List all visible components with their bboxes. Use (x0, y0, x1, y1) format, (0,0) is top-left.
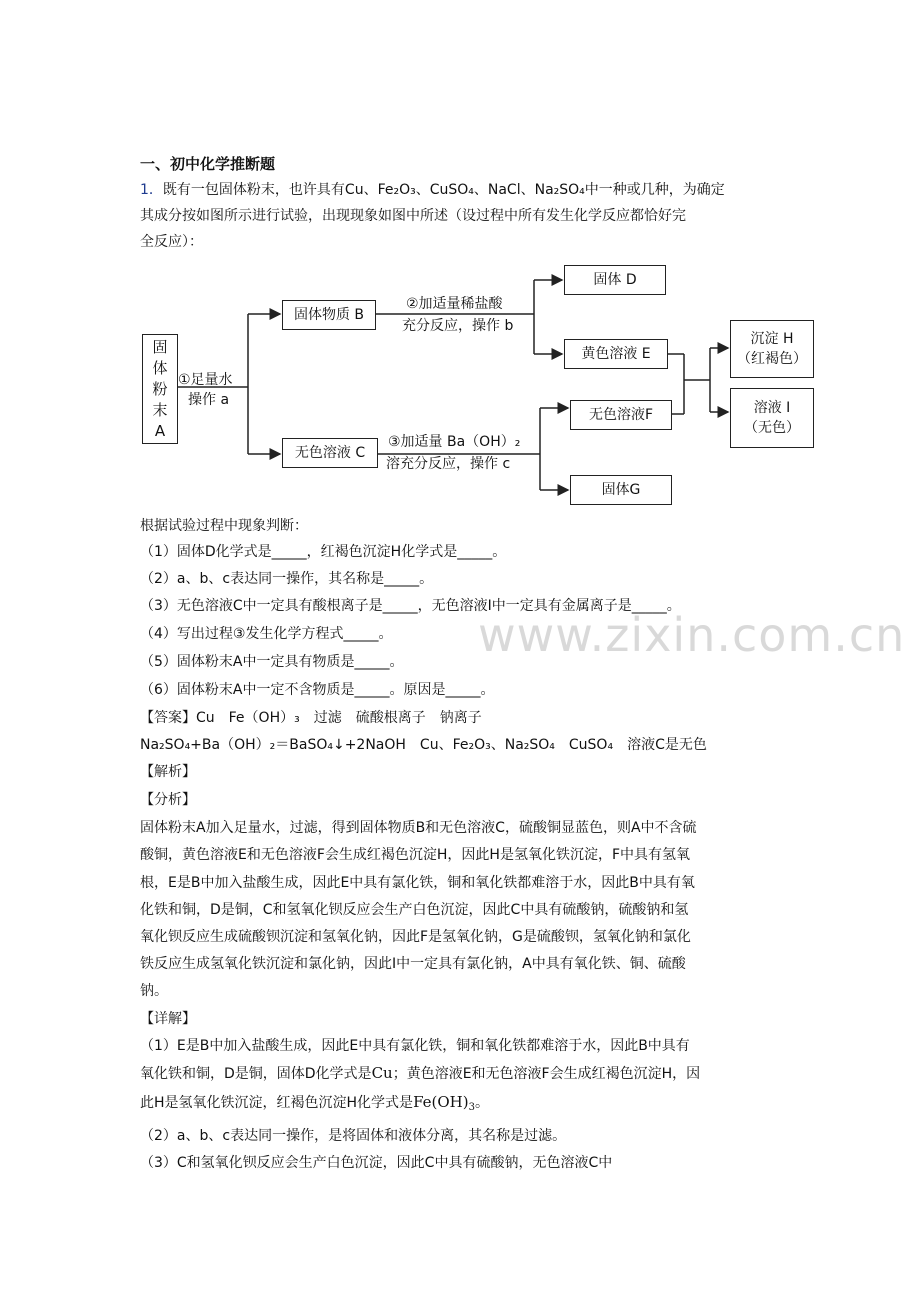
box-colorless-f: 无色溶液F (570, 400, 672, 430)
box-solid-b: 固体物质 B (282, 300, 376, 330)
experiment-flow-diagram (140, 258, 830, 516)
analysis-line-5: 氧化钡反应生成硫酸钡沉淀和氢氧化钠，因此F是氢氧化钠，G是硫酸钡，氢氧化钠和氯化 (140, 929, 691, 945)
box-colorless-c: 无色溶液 C (282, 438, 378, 468)
question-number: 1． (140, 182, 163, 198)
question-line-2: 其成分按如图所示进行试验，出现现象如图中所述（设过程中所有发生化学反应都恰好完 (140, 208, 686, 224)
detail-p1-line-1: （1）E是B中加入盐酸生成，因此E中具有氯化铁，铜和氧化铁都难溶于水，因此B中具有 (140, 1038, 690, 1054)
analysis-line-1: 固体粉末A加入足量水，过滤，得到固体物质B和无色溶液C，硫酸铜显蓝色，则A中不含硫 (140, 820, 697, 836)
analysis-line-4: 化铁和铜，D是铜，C和氢氧化钡反应会生产白色沉淀，因此C中具有硫酸钠，硫酸钠和氢 (140, 902, 689, 918)
sub-question-1: （1）固体D化学式是_____，红褐色沉淀H化学式是_____。 (140, 544, 507, 560)
watermark-text: www.zixin.com.cn (478, 608, 906, 662)
detail-p1-line-3: 此H是氢氧化铁沉淀，红褐色沉淀H化学式是$Fe(OH)_3$。 (140, 1093, 489, 1113)
fenxi-label: 【分析】 (140, 792, 196, 808)
question-line-3: 全反应）： (140, 234, 203, 250)
sub-question-2: （2）a、b、c表达同一操作，其名称是_____。 (140, 571, 434, 587)
sub-question-6: （6）固体粉末A中一定不含物质是_____。原因是_____。 (140, 682, 495, 698)
step1-label-line1: ①足量水 (178, 372, 233, 388)
analysis-line-3: 根，E是B中加入盐酸生成，因此E中具有氯化铁，铜和氧化铁都难溶于水，因此B中具有氧 (140, 875, 695, 891)
box-solution-i: 溶液 I （无色） (730, 388, 814, 448)
sub-question-4: （4）写出过程③发生化学方程式_____。 (140, 626, 393, 642)
detail-p1-line-2: 氧化铁和铜，D是铜，固体D化学式是Cu；黄色溶液E和无色溶液F会生成红褐色沉淀H，因 (140, 1064, 701, 1082)
analysis-line-2: 酸铜，黄色溶液E和无色溶液F会生成红褐色沉淀H，因此H是氢氧化铁沉淀，F中具有氢氧 (140, 847, 691, 863)
answer-line-1: 【答案】Cu Fe（OH）₃ 过滤 硫酸根离子 钠离子 (140, 710, 482, 726)
box-precipitate-h: 沉淀 H （红褐色） (730, 320, 814, 378)
jiexi-label: 【解析】 (140, 764, 196, 780)
judge-intro: 根据试验过程中现象判断： (140, 518, 308, 534)
xiangjie-label: 【详解】 (140, 1011, 196, 1027)
step1-label-line2: 操作 a (188, 392, 230, 408)
sub-question-5: （5）固体粉末A中一定具有物质是_____。 (140, 654, 404, 670)
sub-question-3: （3）无色溶液C中一定具有酸根离子是_____，无色溶液I中一定具有金属离子是_____。 (140, 598, 681, 614)
analysis-line-7: 钠。 (140, 983, 168, 999)
box-powder-a: 固体粉末A (142, 334, 178, 444)
step2-label-line1: ②加适量稀盐酸 (406, 296, 503, 312)
question-line-1: 1．既有一包固体粉末，也许具有Cu、Fe₂O₃、CuSO₄、NaCl、Na₂SO₄中一种或几种，为确定 (140, 182, 725, 198)
step3-label-line2: 溶充分反应，操作 c (386, 456, 511, 472)
step2-label-line2: 充分反应，操作 b (402, 318, 514, 334)
analysis-line-6: 铁反应生成氢氧化铁沉淀和氯化钠，因此I中一定具有氯化钠，A中具有氧化铁、铜、硫酸 (140, 956, 686, 972)
step3-label-line1: ③加适量 Ba（OH）₂ (388, 434, 521, 450)
detail-p2: （2）a、b、c表达同一操作，是将固体和液体分离，其名称是过滤。 (140, 1128, 567, 1144)
answer-line-2: Na₂SO₄+Ba（OH）₂＝BaSO₄↓+2NaOH Cu、Fe₂O₃、Na₂SO₄ CuSO₄ 溶液C是无色 (140, 737, 707, 753)
section-title: 一、初中化学推断题 (140, 155, 276, 173)
box-solid-d: 固体 D (564, 265, 666, 295)
formula-cu: Cu (371, 1064, 393, 1082)
box-solid-g: 固体G (570, 475, 672, 505)
detail-p3: （3）C和氢氧化钡反应会生产白色沉淀，因此C中具有硫酸钠，无色溶液C中 (140, 1155, 613, 1171)
box-yellow-e: 黄色溶液 E (564, 339, 668, 369)
formula-fe-oh-3: $Fe(OH)_3$ (413, 1093, 475, 1113)
